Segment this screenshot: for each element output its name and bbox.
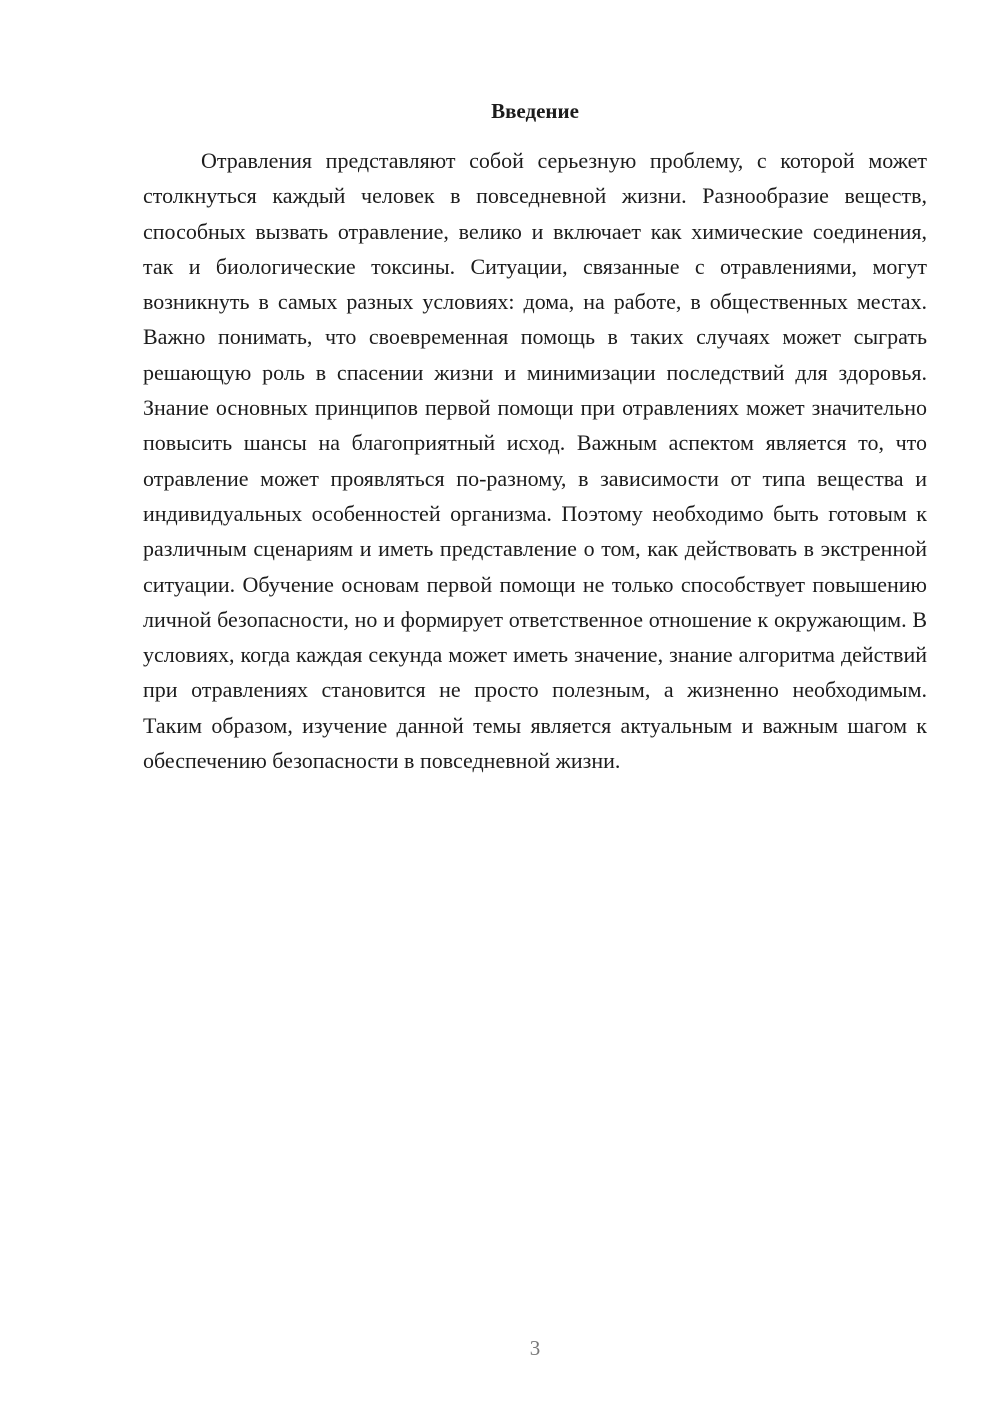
section-heading: Введение (491, 99, 579, 123)
body-paragraph: Отравления представляют собой серьезную проблему, с которой может столкнуться каждый человек в повседневной жизни. Разнообразие веществ, способных вызвать отравление, велико и включает как химические соединения, так и биологические токсины. Ситуации, связанные с отравлениями, могут возникнуть в самых разных условиях: дома, на работе, в общественных местах. Важно понимать, что своевременная помощь в таких случаях может сыграть решающую роль в спасении жизни и минимизации последствий для здоровья. Знание основных принципов первой помощи при отравлениях может значительно повысить шансы на благоприятный исход. Важным аспектом является то, что отравление может проявляться по-разному, в зависимости от типа вещества и индивидуальных особенностей организма. Поэтому необходимо быть готовым к различным сценариям и иметь представление о том, как действовать в экстренной ситуации. Обучение основам первой помощи не только способствует повышению личной безопасности, но и формирует ответственное отношение к окружающим. В условиях, когда каждая секунда может иметь значение, знание алгоритма действий при отравлениях становится не просто полезным, а жизненно необходимым. Таким образом, изучение данной темы является актуальным и важным шагом к обеспечению безопасности в повседневной жизни. (143, 148, 927, 774)
page-number: 3 (529, 1336, 541, 1360)
